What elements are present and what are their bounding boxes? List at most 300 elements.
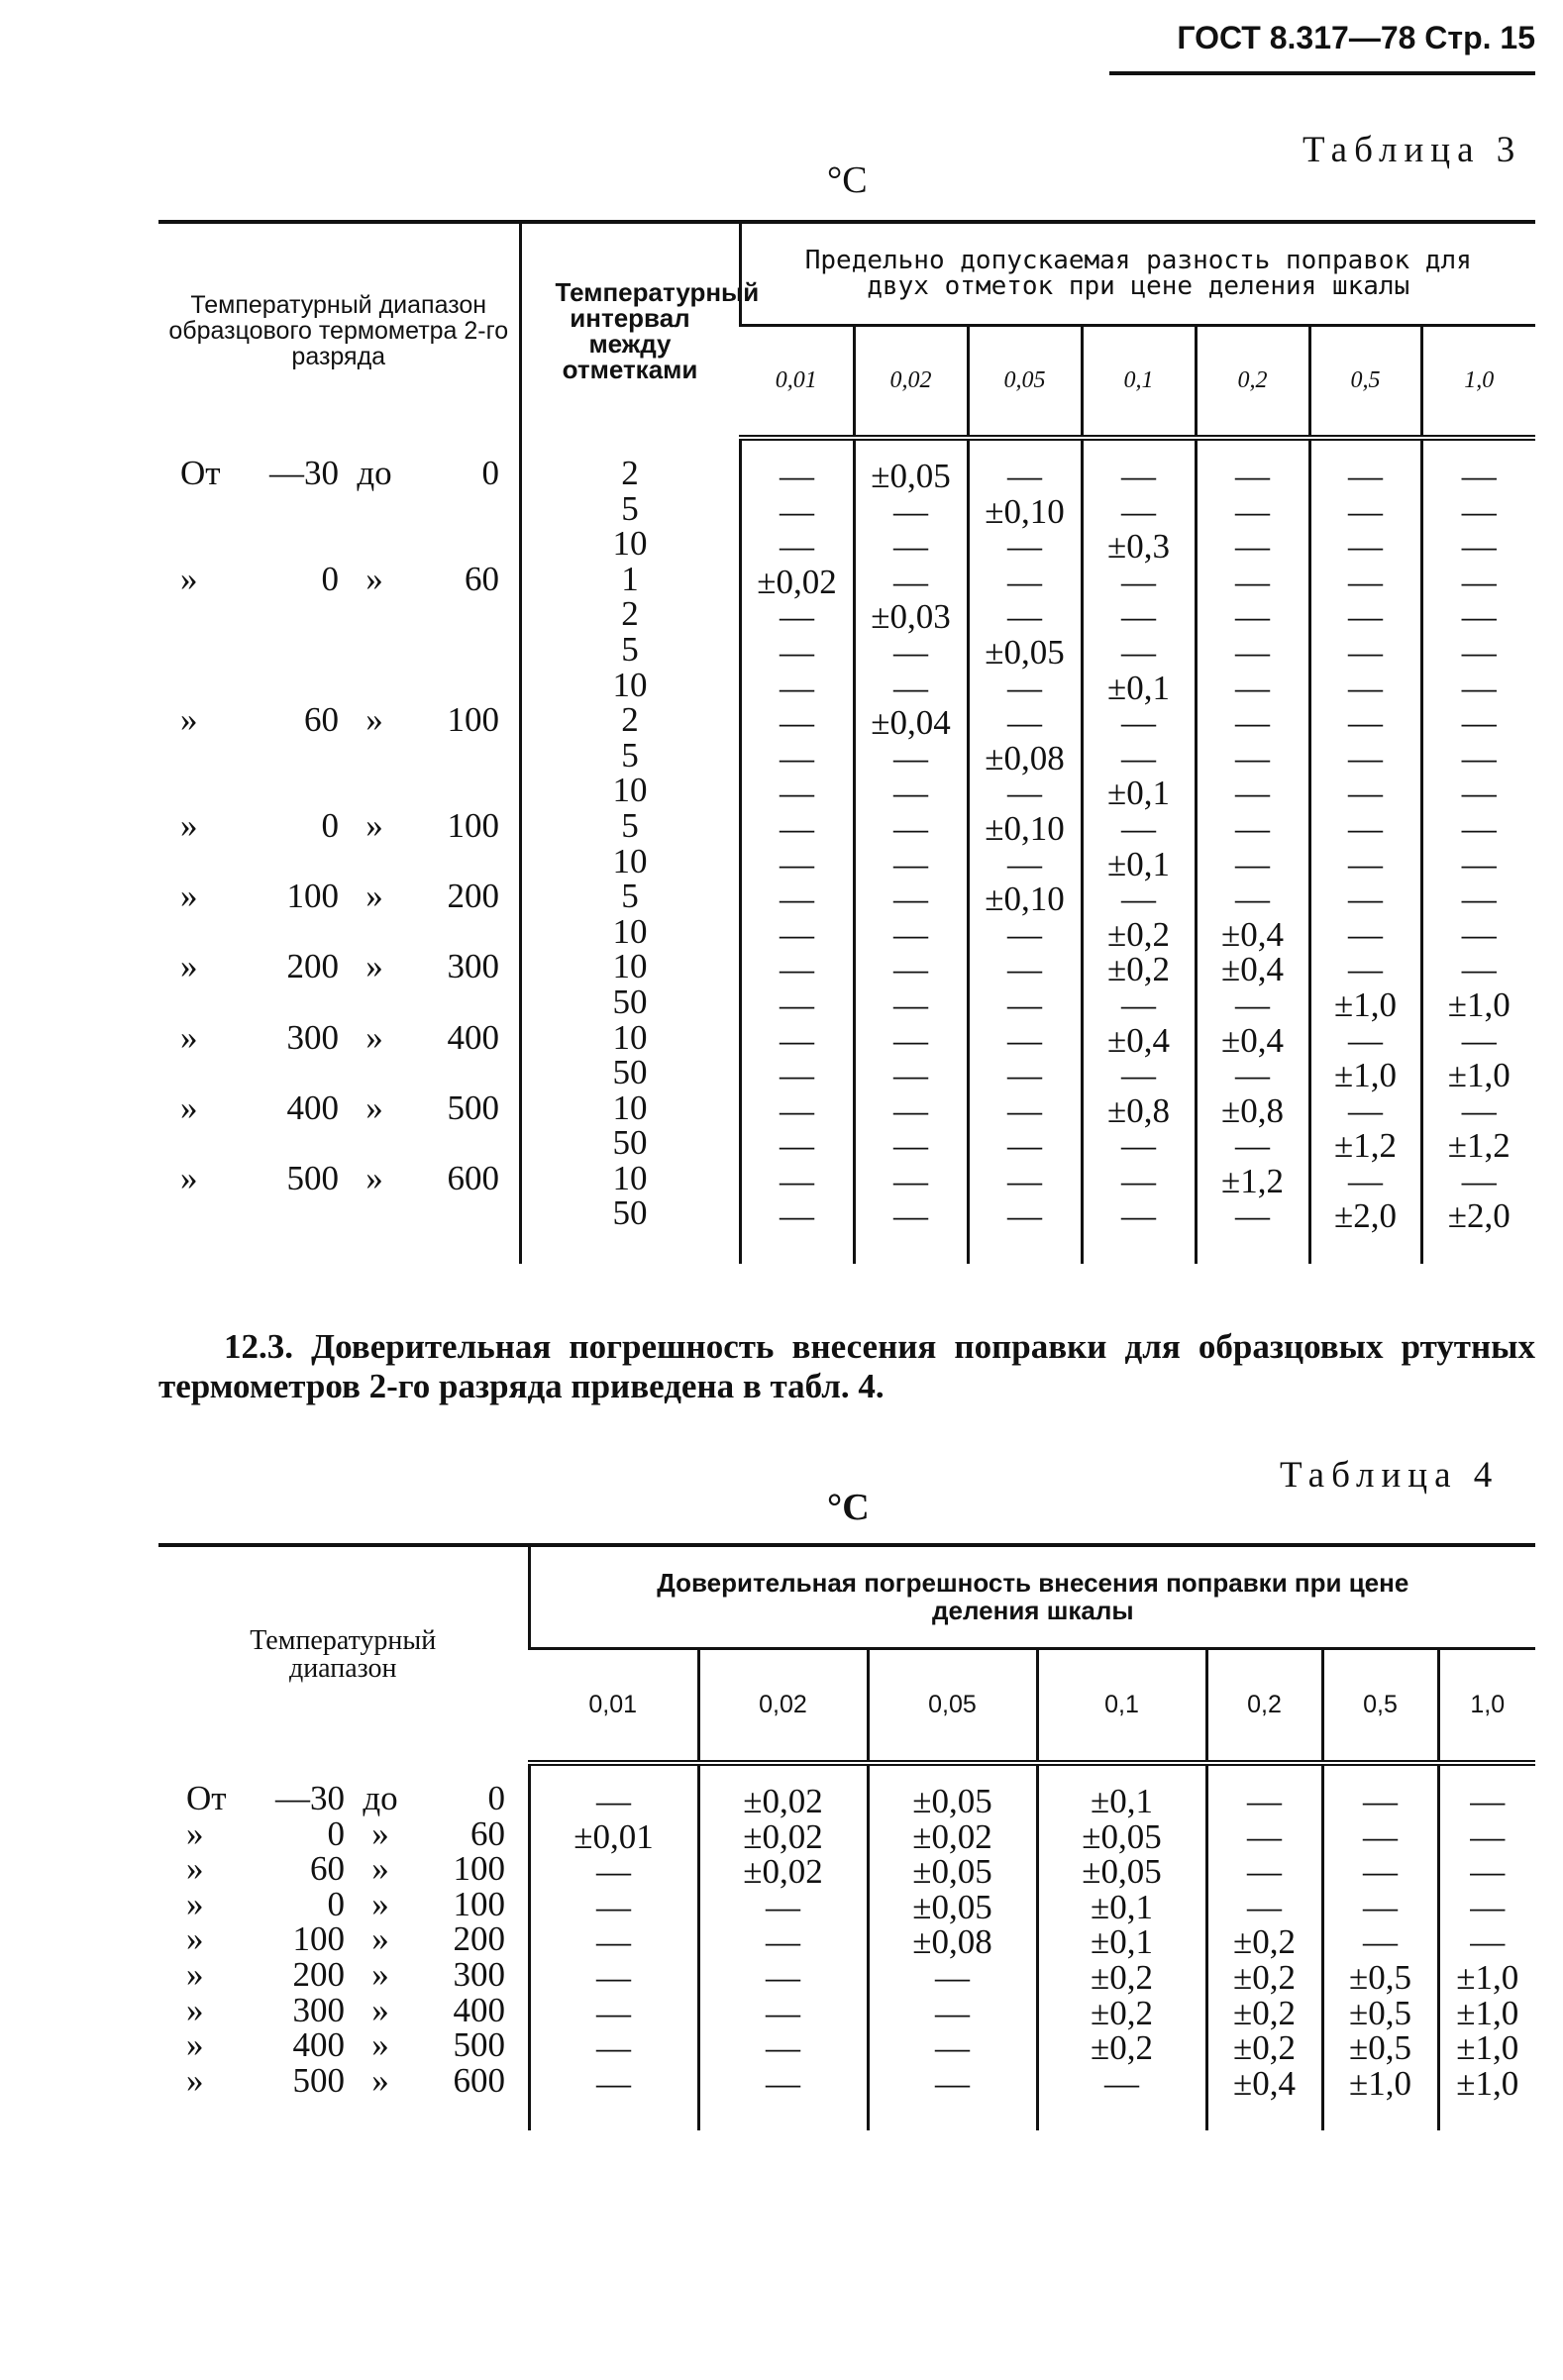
table3-cell-value: — <box>893 527 928 567</box>
table3-cell-value: ±0,1 <box>1107 668 1170 707</box>
table3-interval-value: 5 <box>621 735 639 775</box>
table3-division-header <box>854 325 968 438</box>
range-sep: » <box>365 805 383 845</box>
table4-cell-value: ±1,0 <box>1456 1957 1519 1997</box>
range-a: 0 <box>321 559 339 598</box>
table3-cell-value: — <box>1235 880 1270 919</box>
table3-cell-value: — <box>1348 632 1383 672</box>
table3-cell-value: ±0,05 <box>871 457 951 495</box>
table4-division-header <box>1322 1648 1438 1763</box>
table3-interval-value: 10 <box>612 947 648 986</box>
table3-interval-header <box>520 222 760 438</box>
range-a: 0 <box>327 1884 345 1923</box>
table4-cell-value: — <box>766 1993 800 2032</box>
range-b: 600 <box>453 2060 505 2100</box>
table3-cell-value: ±1,2 <box>1221 1161 1284 1200</box>
range-sep: » <box>371 2060 389 2100</box>
table3-cell-value: ±0,1 <box>1107 774 1170 813</box>
table3-cell-value: — <box>1235 808 1270 848</box>
table3-cell-value: — <box>1007 457 1042 495</box>
table3-cell-value: — <box>1461 632 1497 672</box>
range-from: » <box>186 1884 204 1923</box>
table3-cell-value: ±0,4 <box>1221 1020 1284 1060</box>
table4-cell-value: — <box>1363 1782 1398 1820</box>
range-from: » <box>186 1990 204 2029</box>
table4-cell-value: ±0,1 <box>1091 1922 1153 1962</box>
table3-cell-value: — <box>893 1161 928 1200</box>
page-header <box>1099 20 1535 56</box>
table3-cell-value: ±0,03 <box>871 597 951 637</box>
table3-cell-value: — <box>1348 1020 1383 1060</box>
table4-cell-value: ±0,1 <box>1091 1782 1153 1820</box>
table3-cell-value: — <box>780 950 814 989</box>
range-b: 400 <box>453 1990 505 2029</box>
range-from: » <box>186 1919 204 1959</box>
table4-cell-value: ±0,2 <box>1091 1993 1153 2032</box>
table3-cell-value: ±0,10 <box>985 808 1065 848</box>
table3-cell-value: — <box>1121 457 1156 495</box>
table3-cell-value: — <box>1007 774 1042 813</box>
table3-cell-value: — <box>1235 738 1270 777</box>
table4-cell-value: ±0,05 <box>1082 1852 1162 1892</box>
table3-cell-value: — <box>1461 1161 1497 1200</box>
table3-cell-value: — <box>893 562 928 601</box>
table3-range-blank <box>158 738 519 774</box>
range-from: » <box>180 559 198 598</box>
range-from: » <box>180 877 198 916</box>
table4-cell-value: — <box>1247 1782 1282 1820</box>
table3-division-header <box>1196 325 1309 438</box>
range-b: 60 <box>470 1813 505 1853</box>
table3-cell-value: — <box>1348 808 1383 848</box>
table3-cell-value: — <box>1235 984 1270 1024</box>
table3-range-blank <box>158 1055 519 1090</box>
table3-cell-value: — <box>1348 668 1383 707</box>
table3-cell-value: — <box>1121 880 1156 919</box>
table4-division-label: 0,2 <box>1247 1690 1282 1718</box>
table3-cell-value: — <box>1461 457 1497 495</box>
table3 <box>158 220 1535 1264</box>
table3-cell-value: — <box>780 527 814 567</box>
table3-cell-value: — <box>780 1126 814 1166</box>
table4-cell-value: — <box>766 1922 800 1962</box>
table3-cell-value: — <box>893 950 928 989</box>
table3-cell-value: — <box>1007 597 1042 637</box>
table3-cell-value: — <box>1235 632 1270 672</box>
table3-cell-value: — <box>1121 597 1156 637</box>
table3-values-column <box>1082 438 1196 1264</box>
table3-range-row <box>158 559 519 598</box>
table4-cell-value: — <box>1247 1852 1282 1892</box>
table4-range-row <box>186 1884 528 1923</box>
range-sep: » <box>371 1813 389 1853</box>
table3-cell-value: — <box>780 880 814 919</box>
table3-cell-value: ±0,4 <box>1221 950 1284 989</box>
table3-cell-value: — <box>1348 491 1383 531</box>
table3-cell-value: — <box>893 1020 928 1060</box>
table3-cell-value: — <box>893 844 928 883</box>
range-sep: » <box>371 1884 389 1923</box>
range-sep: до <box>363 1779 398 1817</box>
table3-cell-value: — <box>893 668 928 707</box>
table4-division-header <box>698 1648 868 1763</box>
table3-range-blank <box>158 914 519 950</box>
table4-values-column <box>1438 1763 1535 2130</box>
table3-cell-value: — <box>1461 914 1497 954</box>
table4-range-header <box>158 1545 529 1763</box>
table4-cell-value: — <box>1247 1816 1282 1856</box>
table3-division-label: 0,02 <box>889 366 932 393</box>
table4-cell-value: — <box>766 1957 800 1997</box>
table4-range-row <box>186 1921 528 1957</box>
table4-division-label: 1,0 <box>1470 1690 1506 1718</box>
table3-cell-value: ±1,0 <box>1334 984 1397 1024</box>
table3-cell-value: — <box>780 914 814 954</box>
table3-range-blank <box>158 668 519 703</box>
table3-cell-value: — <box>1348 950 1383 989</box>
range-b: 60 <box>465 559 499 598</box>
table4-division-label: 0,02 <box>759 1690 807 1718</box>
table3-cell-value: — <box>893 1056 928 1095</box>
table4-cell-value: ±0,1 <box>1091 1887 1153 1926</box>
table4-division-header <box>1206 1648 1322 1763</box>
table3-interval-value: 10 <box>612 841 648 880</box>
table3-cell-value: — <box>1348 562 1383 601</box>
table3-range-row <box>158 702 519 738</box>
table3-interval-value: 5 <box>621 488 639 528</box>
table3-group-header-text: Предельно допускаемая разность поправок для двух отметок при цене деления шкалы <box>804 246 1472 302</box>
table3-range-blank <box>158 1125 519 1161</box>
range-from: От <box>180 454 221 492</box>
table3-cell-value: ±1,0 <box>1334 1056 1397 1095</box>
table4-values-column <box>868 1763 1037 2130</box>
table4-division-label: 0,5 <box>1363 1690 1398 1718</box>
table3-values-column <box>1309 438 1421 1264</box>
table3-range-row <box>158 879 519 914</box>
range-a: 300 <box>286 1017 339 1057</box>
table3-division-label: 0,2 <box>1237 366 1268 393</box>
table3-division-label: 0,1 <box>1123 366 1154 393</box>
table4-range-column <box>158 1763 529 2130</box>
table3-cell-value: ±0,10 <box>985 491 1065 531</box>
table3-cell-value: — <box>1348 457 1383 495</box>
table4-cell-value: — <box>766 2028 800 2068</box>
table3-cell-value: — <box>893 1090 928 1130</box>
table4-cell-value: ±1,0 <box>1349 2063 1411 2103</box>
table3-cell-value: — <box>1235 491 1270 531</box>
table3-cell-value: ±1,2 <box>1447 1126 1511 1166</box>
range-b: 100 <box>447 700 499 740</box>
table4-cell-value: ±0,02 <box>743 1852 823 1892</box>
range-sep: » <box>371 1919 389 1959</box>
table3-division-label: 1,0 <box>1464 366 1495 393</box>
table3-cell-value: — <box>893 914 928 954</box>
table3-cell-value: — <box>1348 738 1383 777</box>
range-b: 500 <box>447 1087 499 1127</box>
table3-interval-value: 2 <box>621 454 639 492</box>
table3-interval-value: 10 <box>612 1017 648 1057</box>
table3-cell-value: — <box>1461 703 1497 743</box>
table3-cell-value: — <box>780 632 814 672</box>
table3-cell-value: — <box>780 1020 814 1060</box>
table4-cell-value: ±0,05 <box>912 1782 992 1820</box>
range-b: 500 <box>453 2025 505 2065</box>
table3-cell-value: — <box>1461 774 1497 813</box>
table4-cell-value: ±0,2 <box>1233 1957 1296 1997</box>
range-a: 400 <box>292 2025 345 2065</box>
table4-cell-value: — <box>1104 2063 1139 2103</box>
table3-cell-value: — <box>1235 1126 1270 1166</box>
table3-cell-value: — <box>1461 562 1497 601</box>
table3-cell-value: — <box>780 1196 814 1236</box>
table4-cell-value: ±0,05 <box>912 1852 992 1892</box>
table4-range-row <box>186 2060 528 2100</box>
range-a: —30 <box>269 454 339 492</box>
range-b: 600 <box>447 1158 499 1197</box>
range-from: » <box>186 1813 204 1853</box>
table3-cell-value: — <box>893 808 928 848</box>
table4-cell-value: ±0,05 <box>912 1887 992 1926</box>
table4-cell-value: — <box>1470 1887 1506 1926</box>
table3-cell-value: — <box>893 491 928 531</box>
table3-cell-value: — <box>893 1126 928 1166</box>
table3-values-column <box>1196 438 1309 1264</box>
table3-cell-value: ±0,4 <box>1107 1020 1170 1060</box>
table3-cell-value: ±2,0 <box>1334 1196 1397 1236</box>
table3-cell-value: — <box>780 1161 814 1200</box>
page-number: Стр. 15 <box>1424 20 1535 55</box>
table3-division-label: 0,05 <box>1003 366 1046 393</box>
table3-range-header <box>158 222 520 438</box>
table3-interval-value: 2 <box>621 700 639 740</box>
table3-cell-value: — <box>1121 562 1156 601</box>
range-sep: » <box>371 2025 389 2065</box>
table3-interval-value: 5 <box>621 629 639 669</box>
table3-interval-column <box>520 438 740 1264</box>
table3-cell-value: — <box>1461 597 1497 637</box>
table3-range-blank <box>158 844 519 880</box>
table3-cell-value: — <box>1007 844 1042 883</box>
table3-interval-value: 10 <box>612 771 648 810</box>
table3-cell-value: — <box>780 738 814 777</box>
table3-range-blank <box>158 984 519 1020</box>
table3-cell-value: — <box>1348 844 1383 883</box>
paragraph-12-3: 12.3. Доверительная погрешность внесения поправки для образцовых ртутных термометров 2-го разряда приведена в табл. 4. <box>158 1327 1535 1405</box>
table3-values-column <box>740 438 854 1264</box>
range-b: 300 <box>447 947 499 986</box>
table3-values-column <box>1421 438 1535 1264</box>
table3-cell-value: ±0,4 <box>1221 914 1284 954</box>
range-b: 100 <box>453 1849 505 1889</box>
table3-cell-value: — <box>1348 597 1383 637</box>
table3-cell-value: — <box>1461 1020 1497 1060</box>
range-a: 60 <box>310 1849 345 1889</box>
table4-cell-value: ±0,01 <box>573 1816 654 1856</box>
table3-interval-value: 10 <box>612 665 648 704</box>
table4-cell-value: — <box>596 1957 631 1997</box>
range-from: » <box>186 2025 204 2065</box>
table4-cell-value: ±0,08 <box>912 1922 992 1962</box>
table3-cell-value: — <box>1348 914 1383 954</box>
table4-values-column <box>529 1763 698 2130</box>
table3-cell-value: ±0,2 <box>1107 950 1170 989</box>
table3-cell-value: ±2,0 <box>1447 1196 1511 1236</box>
table3-division-header <box>1421 325 1535 438</box>
table3-cell-value: — <box>893 1196 928 1236</box>
table3-cell-value: — <box>1007 1020 1042 1060</box>
range-b: 400 <box>447 1017 499 1057</box>
table4-group-header <box>529 1545 1535 1648</box>
range-from: » <box>180 805 198 845</box>
table3-cell-value: — <box>780 1090 814 1130</box>
table3-division-header <box>968 325 1082 438</box>
range-from: » <box>180 700 198 740</box>
table4-cell-value: — <box>935 1993 970 2032</box>
range-sep: » <box>365 1087 383 1127</box>
table4-division-header <box>529 1648 698 1763</box>
table3-cell-value: ±0,8 <box>1107 1090 1170 1130</box>
table4-cell-value: — <box>596 1887 631 1926</box>
table4-cell-value: ±0,02 <box>912 1816 992 1856</box>
table3-cell-value: — <box>1348 1090 1383 1130</box>
table3-values-column <box>968 438 1082 1264</box>
table3-cell-value: — <box>1121 984 1156 1024</box>
range-a: 400 <box>286 1087 339 1127</box>
range-b: 300 <box>453 1954 505 1994</box>
range-sep: » <box>365 877 383 916</box>
table4-cell-value: ±0,02 <box>743 1816 823 1856</box>
table3-range-blank <box>158 632 519 668</box>
table3-range-row <box>158 949 519 984</box>
range-b: 200 <box>447 877 499 916</box>
table3-cell-value: — <box>1007 1196 1042 1236</box>
range-a: 60 <box>304 700 339 740</box>
table4-values-column <box>1206 1763 1322 2130</box>
range-sep: » <box>365 1158 383 1197</box>
table4-cell-value: — <box>935 2028 970 2068</box>
table3-cell-value: ±1,0 <box>1447 1056 1511 1095</box>
table4-cell-value: ±0,2 <box>1091 1957 1153 1997</box>
table3-cell-value: — <box>1121 1161 1156 1200</box>
table3-values-column <box>854 438 968 1264</box>
table3-cell-value: — <box>1007 984 1042 1024</box>
table3-cell-value: — <box>1007 562 1042 601</box>
table3-cell-value: — <box>1007 1126 1042 1166</box>
table4-range-header-text: Температурный диапазон <box>250 1625 437 1684</box>
table4-division-header <box>1438 1648 1535 1763</box>
table4-cell-value: — <box>1363 1922 1398 1962</box>
table4-cell-value: ±1,0 <box>1456 2028 1519 2068</box>
range-sep: » <box>365 947 383 986</box>
range-a: 200 <box>286 947 339 986</box>
range-b: 200 <box>453 1919 505 1959</box>
table4-values-column <box>1322 1763 1438 2130</box>
range-a: 500 <box>286 1158 339 1197</box>
table3-cell-value: — <box>893 880 928 919</box>
table3-cell-value: — <box>1461 950 1497 989</box>
table3-cell-value: ±0,08 <box>985 738 1065 777</box>
range-sep: » <box>371 1849 389 1889</box>
table3-cell-value: — <box>780 774 814 813</box>
range-from: » <box>186 2060 204 2100</box>
table3-division-label: 0,01 <box>775 366 817 393</box>
table4-division-header <box>1037 1648 1206 1763</box>
table4-cell-value: — <box>1363 1887 1398 1926</box>
range-sep: » <box>365 700 383 740</box>
table3-range-blank <box>158 526 519 562</box>
table3-interval-value: 5 <box>621 805 639 845</box>
table4-cell-value: ±0,5 <box>1349 2028 1411 2068</box>
table4-cell-value: — <box>596 1993 631 2032</box>
table3-cell-value: — <box>893 984 928 1024</box>
table4-cell-value: — <box>1470 1782 1506 1820</box>
table3-cell-value: ±0,1 <box>1107 844 1170 883</box>
table3-cell-value: ±0,3 <box>1107 527 1170 567</box>
table3-interval-value: 50 <box>612 982 648 1021</box>
table3-cell-value: — <box>1348 1161 1383 1200</box>
table3-cell-value: — <box>1461 738 1497 777</box>
range-sep: » <box>371 1990 389 2029</box>
range-sep: » <box>365 1017 383 1057</box>
table3-cell-value: — <box>1007 703 1042 743</box>
range-from: » <box>186 1954 204 1994</box>
table4-values-column <box>698 1763 868 2130</box>
table4-cell-value: — <box>596 2063 631 2103</box>
range-from: » <box>180 1158 198 1197</box>
table3-cell-value: — <box>1235 668 1270 707</box>
table3-interval-value: 5 <box>621 877 639 916</box>
table4-group-header-text: Доверительная погрешность внесения поправки при цене деления шкалы <box>657 1568 1409 1626</box>
table4-cell-value: ±0,4 <box>1233 2063 1296 2103</box>
table4-range-row <box>186 1813 528 1853</box>
table3-cell-value: — <box>1121 1196 1156 1236</box>
table3-cell-value: — <box>893 774 928 813</box>
table3-cell-value: — <box>1235 562 1270 601</box>
table4-cell-value: — <box>1470 1816 1506 1856</box>
table3-cell-value: — <box>1007 1056 1042 1095</box>
table3-cell-value: ±0,04 <box>871 703 951 743</box>
range-from: » <box>180 1017 198 1057</box>
table3-cell-value: — <box>1007 527 1042 567</box>
table3-cell-value: — <box>1461 880 1497 919</box>
table3-cell-value: — <box>1007 668 1042 707</box>
table4-division-label: 0,05 <box>928 1690 977 1718</box>
table3-cell-value: — <box>1461 527 1497 567</box>
table3-range-row <box>158 1087 519 1127</box>
table4-range-row <box>186 1781 528 1816</box>
table3-cell-value: — <box>893 632 928 672</box>
table3-cell-value: — <box>1235 527 1270 567</box>
table4-range-row <box>186 2027 528 2063</box>
table3-cell-value: ±0,02 <box>757 562 837 601</box>
range-a: 0 <box>321 805 339 845</box>
table4-cell-value: — <box>1470 1852 1506 1892</box>
table3-interval-value: 10 <box>612 911 648 951</box>
table3-cell-value: — <box>1121 703 1156 743</box>
table3-cell-value: — <box>1121 632 1156 672</box>
table3-range-blank <box>158 596 519 632</box>
table3-cell-value: — <box>780 984 814 1024</box>
table3-cell-value: — <box>780 808 814 848</box>
table3-cell-value: — <box>1235 1056 1270 1095</box>
table3-cell-value: — <box>1348 527 1383 567</box>
table4-cell-value: — <box>596 1852 631 1892</box>
range-b: 100 <box>447 805 499 845</box>
table3-range-column <box>158 438 520 1264</box>
table3-cell-value: — <box>780 491 814 531</box>
standard-number: ГОСТ 8.317—78 <box>1177 20 1416 55</box>
table3-interval-value: 10 <box>612 1087 648 1127</box>
